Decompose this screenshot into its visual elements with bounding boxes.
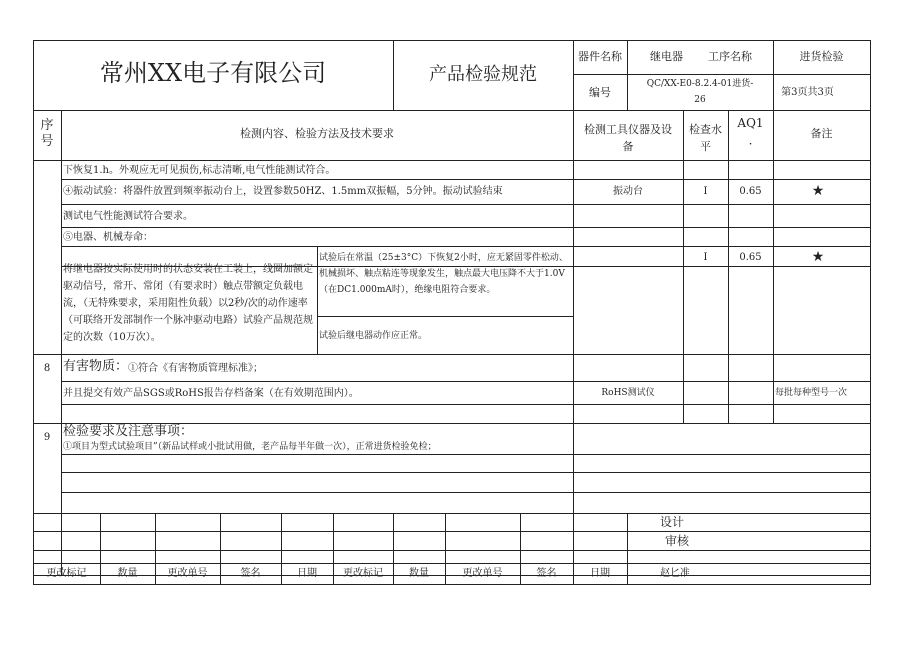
row-8b-tool: RoHS测试仪 (601, 388, 655, 398)
footer-col-4: 日期 (297, 568, 317, 579)
row-2-star-icon: ★ (811, 183, 825, 199)
company-name: 常州XX电子有限公司 (99, 59, 327, 87)
row-9-title: 检验要求及注意事项： (63, 424, 194, 439)
design-label: 设计 (660, 515, 685, 529)
row-8-text: ①符合《有害物质管理标准》； (128, 363, 263, 374)
review-label: 审核 (665, 534, 690, 548)
row-8-title: 有害物质： (63, 359, 129, 374)
row-8b-text: 并且提交有效产品SGS或RoHS报告存档备案（在有效期范围内）。 (63, 388, 359, 399)
part-name-value: 继电器 (650, 50, 683, 63)
part-name-label: 器件名称 (578, 50, 622, 63)
row-5-aql: 0.65 (739, 252, 762, 263)
remarks-header: 备注 (810, 127, 833, 140)
footer-col-8: 签名 (536, 568, 557, 579)
row-5-result: 试验后继电器动作应正常。 (319, 331, 428, 341)
row-2-tool: 振动台 (613, 186, 643, 197)
row-5-method: 将继电器按实际使用时的状态安装在工装上，线圈加额定驱动信号，常开、常闭（有要求时）触点带额定负载电流，（无特殊要求，采用阻性负载）以2秒/次的动作速率（可联络开发部制作一个脉冲驱动电路）试验产品规范规定的次数（10万次）。 (63, 264, 313, 343)
row-8b-remark: 每批每种型号一次 (775, 388, 848, 398)
process-label: 工序名称 (708, 50, 752, 63)
row-1-text: 下恢复1.h。外观应无可见损伤,标志清晰,电气性能测试符合。 (63, 165, 336, 176)
row-8-seq: 8 (43, 363, 51, 374)
row-2-level: I (703, 186, 708, 197)
footer-col-7: 更改单号 (462, 568, 503, 579)
footer-col-5: 更改标记 (343, 568, 383, 579)
footer-col-6: 数量 (409, 568, 429, 579)
document-title: 产品检验规范 (429, 64, 537, 85)
seq-header-2: 号 (40, 134, 54, 149)
row-5-level: I (703, 252, 708, 263)
row-5-requirement: 试验后在常温（25±3°C）下恢复2小时，应无紧固零件松动、机械损坏、触点粘连等现象发生，触点最大电压降不大于1.0V（在DC1.000mA时），绝缘电阻符合要求。 (319, 253, 568, 295)
number-value-line1: QC/XX-E0-8.2.4-01进货- (646, 79, 754, 89)
footer-col-2: 更改单号 (167, 568, 208, 579)
page-info: 第3页共3页 (781, 87, 834, 98)
footer-col-0: 更改标记 (46, 568, 87, 579)
level-header-1: 检查水 (689, 123, 722, 136)
row-9-seq: 9 (43, 432, 51, 443)
level-header-2: 平 (700, 140, 711, 153)
row-2-text: ④振动试验：将器件放置到频率振动台上，设置参数50HZ、1.5mm双振幅，5分钟。振动试验结束 (63, 186, 503, 197)
aql-header-2: · (748, 137, 753, 151)
footer-col-1: 数量 (117, 568, 138, 579)
number-label: 编号 (589, 86, 611, 99)
footer-col-9: 日期 (590, 568, 610, 579)
number-value-line2: 26 (694, 95, 706, 105)
process-value: 进货检验 (799, 50, 844, 63)
row-4-text: ⑤电器、机械寿命： (63, 232, 153, 243)
row-2-aql: 0.65 (739, 186, 762, 197)
row-3-text: 测试电气性能测试符合要求。 (63, 211, 193, 222)
footer-col-3: 签名 (240, 568, 261, 579)
row-9-text: ①项目为型式试验项目”（新品试样或小批试用做，老产品每半年做一次），正常进货检验免检； (63, 442, 437, 452)
tools-header-2: 备 (622, 140, 634, 153)
seq-header-1: 序 (40, 118, 54, 133)
approve-name: 赵匕准 (660, 568, 690, 579)
content-header: 检测内容、检验方法及技术要求 (240, 127, 394, 140)
row-5-star-icon: ★ (811, 249, 825, 265)
tools-header-1: 检测工具仪器及设 (584, 123, 672, 136)
aql-header-1: AQ1 (737, 116, 764, 130)
